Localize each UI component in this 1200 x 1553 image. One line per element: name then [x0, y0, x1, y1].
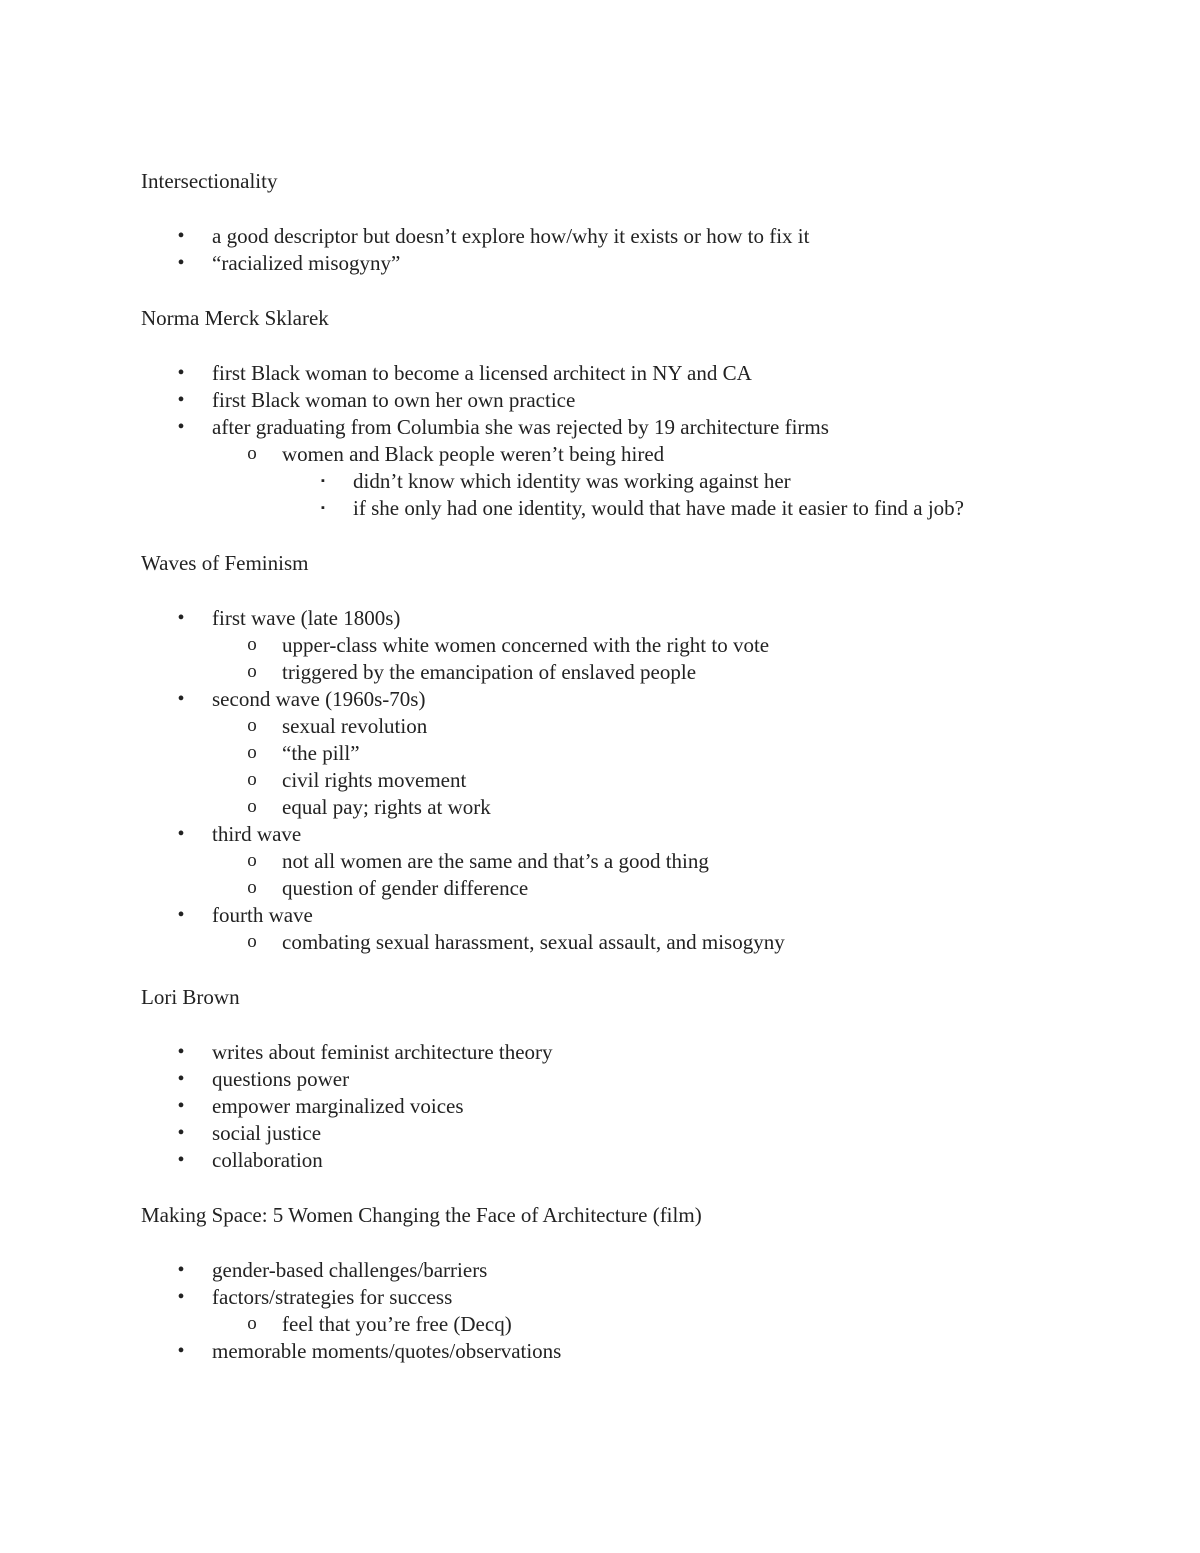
list-item-text: writes about feminist architecture theory	[212, 1040, 553, 1064]
list-item-text: not all women are the same and that’s a good thing	[282, 849, 709, 873]
bullet-circle-icon: o	[247, 661, 257, 682]
bullet-disc-icon: •	[177, 1286, 185, 1308]
bullet-circle-icon: o	[247, 769, 257, 790]
list-item	[141, 387, 1141, 414]
section-heading: Lori Brown	[141, 985, 240, 1009]
list-item	[141, 821, 1141, 848]
list-item	[141, 495, 1141, 522]
list-item	[141, 875, 1141, 902]
bullet-disc-icon: •	[177, 1041, 185, 1063]
section-heading: Making Space: 5 Women Changing the Face of Architecture (film)	[141, 1203, 702, 1227]
list-item-text: first Black woman to own her own practice	[212, 388, 576, 412]
list-item	[141, 902, 1141, 929]
list-item-text: first wave (late 1800s)	[212, 606, 401, 630]
list-item	[141, 713, 1141, 740]
list-item	[141, 1093, 1141, 1120]
document-body	[141, 168, 1141, 1365]
list-item	[141, 740, 1141, 767]
list-item	[141, 1147, 1141, 1174]
bullet-disc-icon: •	[177, 225, 185, 247]
list-item	[141, 1338, 1141, 1365]
section-heading: Norma Merck Sklarek	[141, 306, 329, 330]
list-item	[141, 605, 1141, 632]
bullet-disc-icon: •	[177, 823, 185, 845]
list-item-text: second wave (1960s-70s)	[212, 687, 426, 711]
bullet-disc-icon: •	[177, 1122, 185, 1144]
bullet-circle-icon: o	[247, 742, 257, 763]
bullet-list	[141, 1257, 1141, 1365]
list-item-text: combating sexual harassment, sexual assault, and misogyny	[282, 930, 785, 954]
list-item	[141, 929, 1141, 956]
list-item-text: after graduating from Columbia she was rejected by 19 architecture firms	[212, 415, 829, 439]
list-item	[141, 767, 1141, 794]
list-item-text: if she only had one identity, would that have made it easier to find a job?	[353, 496, 964, 520]
list-item-text: memorable moments/quotes/observations	[212, 1339, 562, 1363]
list-item	[141, 1284, 1141, 1311]
list-item-text: questions power	[212, 1067, 350, 1091]
bullet-disc-icon: •	[177, 1149, 185, 1171]
list-item	[141, 1120, 1141, 1147]
bullet-circle-icon: o	[247, 850, 257, 871]
list-item-text: fourth wave	[212, 903, 313, 927]
bullet-circle-icon: o	[247, 877, 257, 898]
list-item	[141, 468, 1141, 495]
list-item-text: gender-based challenges/barriers	[212, 1258, 488, 1282]
list-item-text: empower marginalized voices	[212, 1094, 464, 1118]
list-item-text: upper-class white women concerned with the right to vote	[282, 633, 770, 657]
list-item	[141, 659, 1141, 686]
bullet-square-icon: ▪	[321, 475, 325, 487]
list-item	[141, 441, 1141, 468]
bullet-circle-icon: o	[247, 1313, 257, 1334]
bullet-disc-icon: •	[177, 688, 185, 710]
bullet-disc-icon: •	[177, 607, 185, 629]
bullet-list	[141, 360, 1141, 522]
bullet-circle-icon: o	[247, 931, 257, 952]
section-heading: Intersectionality	[141, 169, 278, 193]
list-item-text: social justice	[212, 1121, 322, 1145]
list-item-text: a good descriptor but doesn’t explore how/why it exists or how to fix it	[212, 224, 810, 248]
list-item-text: equal pay; rights at work	[282, 795, 491, 819]
list-item	[141, 848, 1141, 875]
list-item-text: didn’t know which identity was working against her	[353, 469, 791, 493]
list-item-text: “the pill”	[282, 741, 360, 765]
bullet-disc-icon: •	[177, 1340, 185, 1362]
list-item-text: sexual revolution	[282, 714, 428, 738]
list-item	[141, 1257, 1141, 1284]
list-item-text: factors/strategies for success	[212, 1285, 453, 1309]
list-item-text: triggered by the emancipation of enslaved people	[282, 660, 697, 684]
bullet-circle-icon: o	[247, 796, 257, 817]
bullet-circle-icon: o	[247, 443, 257, 464]
list-item-text: “racialized misogyny”	[212, 251, 401, 275]
list-item-text: third wave	[212, 822, 302, 846]
list-item-text: question of gender difference	[282, 876, 529, 900]
bullet-disc-icon: •	[177, 904, 185, 926]
list-item	[141, 414, 1141, 441]
list-item	[141, 360, 1141, 387]
bullet-circle-icon: o	[247, 634, 257, 655]
bullet-disc-icon: •	[177, 362, 185, 384]
list-item-text: first Black woman to become a licensed architect in NY and CA	[212, 361, 752, 385]
list-item	[141, 632, 1141, 659]
bullet-disc-icon: •	[177, 1095, 185, 1117]
list-item	[141, 686, 1141, 713]
list-item	[141, 794, 1141, 821]
list-item	[141, 223, 1141, 250]
bullet-list	[141, 223, 1141, 277]
bullet-list	[141, 1039, 1141, 1174]
bullet-square-icon: ▪	[321, 502, 325, 514]
list-item-text: feel that you’re free (Decq)	[282, 1312, 512, 1336]
bullet-disc-icon: •	[177, 1259, 185, 1281]
bullet-disc-icon: •	[177, 416, 185, 438]
section-heading: Waves of Feminism	[141, 551, 309, 575]
list-item-text: collaboration	[212, 1148, 323, 1172]
bullet-disc-icon: •	[177, 1068, 185, 1090]
bullet-circle-icon: o	[247, 715, 257, 736]
bullet-list	[141, 605, 1141, 956]
bullet-disc-icon: •	[177, 389, 185, 411]
bullet-disc-icon: •	[177, 252, 185, 274]
list-item	[141, 1311, 1141, 1338]
list-item	[141, 1066, 1141, 1093]
list-item	[141, 1039, 1141, 1066]
list-item-text: women and Black people weren’t being hired	[282, 442, 665, 466]
list-item-text: civil rights movement	[282, 768, 467, 792]
list-item	[141, 250, 1141, 277]
